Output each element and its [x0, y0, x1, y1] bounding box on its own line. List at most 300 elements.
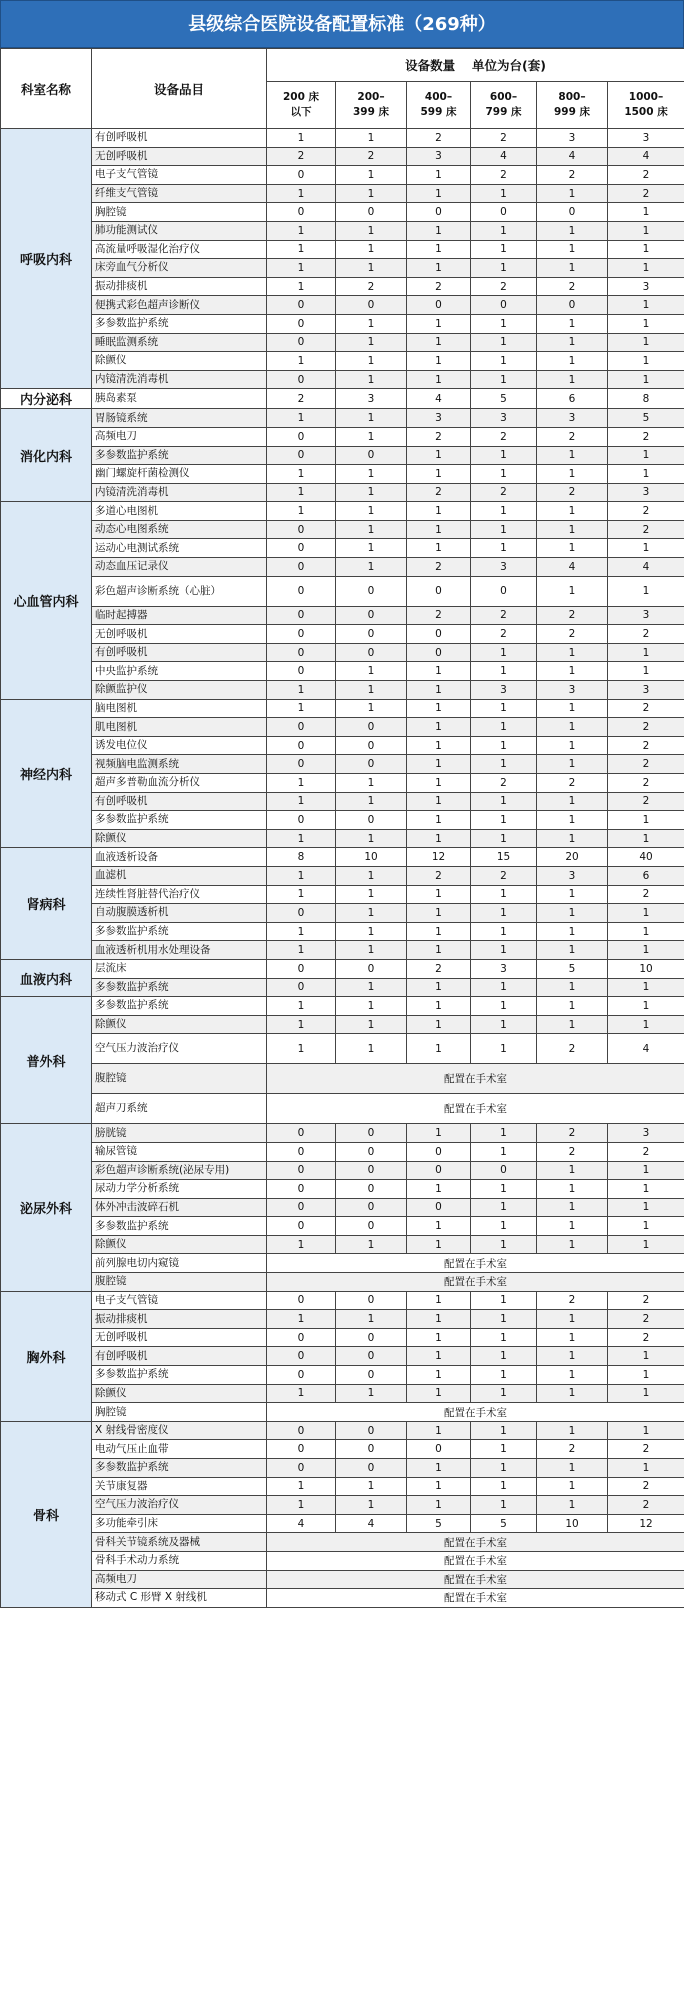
quantity-cell: 8 — [267, 848, 336, 867]
quantity-cell: 1 — [471, 259, 537, 278]
equipment-name: 脑电图机 — [92, 699, 267, 718]
quantity-cell: 1 — [608, 1161, 684, 1180]
quantity-cell: 0 — [336, 446, 407, 465]
table-row — [1, 941, 684, 960]
quantity-cell: 1 — [267, 922, 336, 941]
quantity-cell: 40 — [608, 848, 684, 867]
table-row — [1, 681, 684, 700]
quantity-cell: 0 — [336, 606, 407, 625]
equipment-name: 多参数监护系统 — [92, 446, 267, 465]
quantity-cell: 1 — [336, 922, 407, 941]
quantity-cell: 1 — [608, 259, 684, 278]
quantity-cell: 1 — [407, 539, 471, 558]
quantity-cell: 0 — [267, 203, 336, 222]
quantity-cell: 3 — [608, 606, 684, 625]
quantity-cell: 1 — [407, 681, 471, 700]
quantity-cell: 1 — [407, 166, 471, 185]
quantity-cell: 2 — [608, 774, 684, 793]
quantity-cell: 0 — [267, 1198, 336, 1217]
equipment-name: 多参数监护系统 — [92, 1366, 267, 1385]
quantity-cell: 1 — [537, 811, 608, 830]
equipment-name: 内镜清洗消毒机 — [92, 483, 267, 502]
quantity-cell: 20 — [537, 848, 608, 867]
quantity-cell: 0 — [267, 718, 336, 737]
table-row — [1, 1347, 684, 1366]
quantity-cell: 1 — [537, 370, 608, 389]
quantity-cell: 0 — [336, 643, 407, 662]
quantity-cell: 1 — [471, 978, 537, 997]
quantity-cell: 1 — [471, 1459, 537, 1478]
equipment-name: 骨科关节镜系统及器械 — [92, 1533, 267, 1552]
table-row — [1, 259, 684, 278]
quantity-cell: 1 — [471, 643, 537, 662]
quantity-cell: 2 — [471, 483, 537, 502]
quantity-cell: 1 — [471, 1291, 537, 1310]
table-row — [1, 866, 684, 885]
table-row — [1, 221, 684, 240]
quantity-cell: 0 — [407, 576, 471, 606]
department-name: 心血管内科 — [1, 502, 92, 699]
equipment-name: 电子支气管镜 — [92, 166, 267, 185]
quantity-cell: 1 — [267, 997, 336, 1016]
quantity-cell: 1 — [407, 792, 471, 811]
quantity-cell: 4 — [336, 1514, 407, 1533]
quantity-cell: 1 — [471, 1366, 537, 1385]
quantity-cell: 1 — [608, 352, 684, 371]
quantity-cell: 2 — [471, 625, 537, 644]
equipment-name: 输尿管镜 — [92, 1142, 267, 1161]
table-row — [1, 1366, 684, 1385]
quantity-cell: 10 — [608, 959, 684, 978]
quantity-cell: 6 — [537, 389, 608, 409]
quantity-cell: 1 — [537, 446, 608, 465]
quantity-cell: 1 — [471, 1496, 537, 1515]
equipment-name: 层流床 — [92, 959, 267, 978]
quantity-cell: 1 — [537, 1015, 608, 1034]
quantity-cell: 1 — [407, 446, 471, 465]
location-note: 配置在手术室 — [267, 1533, 684, 1552]
header-size-5 — [608, 82, 684, 129]
table-row — [1, 848, 684, 867]
quantity-cell: 1 — [336, 129, 407, 148]
table-row — [1, 1421, 684, 1440]
table-row — [1, 370, 684, 389]
quantity-cell: 1 — [471, 1421, 537, 1440]
table-row — [1, 1496, 684, 1515]
quantity-cell: 1 — [537, 333, 608, 352]
quantity-cell: 1 — [608, 370, 684, 389]
table-row — [1, 129, 684, 148]
quantity-cell: 1 — [336, 1034, 407, 1064]
quantity-cell: 0 — [267, 959, 336, 978]
equipment-name: 床旁血气分析仪 — [92, 259, 267, 278]
quantity-cell: 0 — [336, 1421, 407, 1440]
table-row — [1, 904, 684, 923]
quantity-cell: 1 — [608, 333, 684, 352]
quantity-cell: 5 — [608, 409, 684, 428]
quantity-cell: 2 — [608, 885, 684, 904]
quantity-cell: 2 — [537, 483, 608, 502]
quantity-cell: 1 — [537, 576, 608, 606]
quantity-cell: 0 — [537, 296, 608, 315]
quantity-cell: 0 — [267, 662, 336, 681]
quantity-cell: 0 — [336, 203, 407, 222]
quantity-cell: 1 — [471, 718, 537, 737]
quantity-cell: 2 — [608, 1496, 684, 1515]
header-size-line: 200– — [357, 91, 385, 103]
quantity-cell: 1 — [336, 978, 407, 997]
quantity-cell: 0 — [267, 904, 336, 923]
quantity-cell: 2 — [537, 1440, 608, 1459]
header-size-0 — [267, 82, 336, 129]
quantity-cell: 1 — [471, 465, 537, 484]
quantity-cell: 1 — [407, 978, 471, 997]
quantity-cell: 0 — [336, 1198, 407, 1217]
quantity-cell: 1 — [537, 1459, 608, 1478]
equipment-name: 多参数监护系统 — [92, 811, 267, 830]
equipment-name: 内镜清洗消毒机 — [92, 370, 267, 389]
quantity-cell: 1 — [608, 922, 684, 941]
quantity-cell: 1 — [336, 1015, 407, 1034]
table-row — [1, 1217, 684, 1236]
quantity-cell: 1 — [608, 240, 684, 259]
quantity-cell: 1 — [267, 885, 336, 904]
table-row — [1, 792, 684, 811]
quantity-cell: 1 — [407, 1384, 471, 1403]
quantity-cell: 1 — [471, 829, 537, 848]
table-row — [1, 483, 684, 502]
quantity-cell: 0 — [336, 1459, 407, 1478]
quantity-cell: 2 — [608, 792, 684, 811]
quantity-cell: 1 — [267, 1015, 336, 1034]
quantity-cell: 1 — [537, 1477, 608, 1496]
equipment-name: 血液透析设备 — [92, 848, 267, 867]
quantity-cell: 1 — [267, 240, 336, 259]
quantity-cell: 0 — [471, 203, 537, 222]
table-row — [1, 539, 684, 558]
table-row — [1, 465, 684, 484]
quantity-cell: 1 — [608, 941, 684, 960]
quantity-cell: 1 — [537, 1180, 608, 1199]
quantity-cell: 1 — [537, 997, 608, 1016]
quantity-cell: 1 — [471, 520, 537, 539]
quantity-cell: 1 — [537, 829, 608, 848]
equipment-name: 胸腔镜 — [92, 203, 267, 222]
table-row — [1, 446, 684, 465]
table-row — [1, 409, 684, 428]
quantity-cell: 2 — [267, 147, 336, 166]
quantity-cell: 1 — [537, 885, 608, 904]
quantity-cell: 0 — [267, 1291, 336, 1310]
quantity-cell: 1 — [471, 221, 537, 240]
quantity-cell: 1 — [471, 1235, 537, 1254]
equipment-name: 体外冲击波碎石机 — [92, 1198, 267, 1217]
quantity-cell: 1 — [608, 314, 684, 333]
equipment-name: 电子支气管镜 — [92, 1291, 267, 1310]
quantity-cell: 1 — [336, 1235, 407, 1254]
quantity-cell: 0 — [267, 520, 336, 539]
table-row — [1, 1328, 684, 1347]
quantity-cell: 1 — [407, 997, 471, 1016]
quantity-cell: 0 — [267, 1328, 336, 1347]
header-size-line: 999 床 — [553, 106, 591, 118]
quantity-cell: 1 — [471, 811, 537, 830]
quantity-cell: 2 — [608, 1477, 684, 1496]
equipment-table — [0, 48, 684, 1608]
quantity-cell: 1 — [336, 221, 407, 240]
equipment-name: 尿动力学分析系统 — [92, 1180, 267, 1199]
quantity-cell: 5 — [407, 1514, 471, 1533]
table-row — [1, 1589, 684, 1608]
quantity-cell: 1 — [336, 539, 407, 558]
table-row — [1, 352, 684, 371]
quantity-cell: 5 — [471, 389, 537, 409]
equipment-name: 多道心电图机 — [92, 502, 267, 521]
table-row — [1, 203, 684, 222]
quantity-cell: 1 — [537, 643, 608, 662]
quantity-cell: 1 — [608, 829, 684, 848]
table-row — [1, 277, 684, 296]
quantity-cell: 1 — [407, 1496, 471, 1515]
quantity-cell: 1 — [267, 409, 336, 428]
header-equipment: 设备品目 — [92, 49, 267, 129]
equipment-name: 超声刀系统 — [92, 1094, 267, 1124]
quantity-cell: 2 — [537, 1034, 608, 1064]
quantity-cell: 2 — [267, 389, 336, 409]
location-note: 配置在手术室 — [267, 1551, 684, 1570]
quantity-cell: 2 — [471, 606, 537, 625]
quantity-cell: 3 — [608, 129, 684, 148]
quantity-cell: 0 — [267, 1459, 336, 1478]
equipment-name: 除颤仪 — [92, 1015, 267, 1034]
quantity-cell: 1 — [608, 1347, 684, 1366]
quantity-cell: 1 — [537, 1328, 608, 1347]
table-row — [1, 959, 684, 978]
quantity-cell: 1 — [471, 184, 537, 203]
quantity-cell: 1 — [336, 792, 407, 811]
table-row — [1, 811, 684, 830]
quantity-cell: 1 — [336, 941, 407, 960]
quantity-cell: 2 — [537, 774, 608, 793]
equipment-name: 除颤监护仪 — [92, 681, 267, 700]
equipment-name: 有创呼吸机 — [92, 792, 267, 811]
table-row — [1, 1142, 684, 1161]
table-row — [1, 502, 684, 521]
equipment-name: 纤维支气管镜 — [92, 184, 267, 203]
quantity-cell: 3 — [608, 681, 684, 700]
quantity-cell: 1 — [537, 1310, 608, 1329]
quantity-cell: 1 — [336, 662, 407, 681]
quantity-cell: 1 — [407, 352, 471, 371]
quantity-cell: 1 — [267, 129, 336, 148]
quantity-cell: 1 — [336, 333, 407, 352]
equipment-name: 有创呼吸机 — [92, 1347, 267, 1366]
quantity-cell: 1 — [267, 1496, 336, 1515]
quantity-cell: 0 — [407, 1440, 471, 1459]
department-name: 肾病科 — [1, 848, 92, 960]
quantity-cell: 0 — [407, 1161, 471, 1180]
table-row — [1, 606, 684, 625]
quantity-cell: 2 — [537, 427, 608, 446]
quantity-cell: 2 — [537, 1291, 608, 1310]
equipment-name: 除颤仪 — [92, 1235, 267, 1254]
quantity-cell: 2 — [608, 625, 684, 644]
quantity-cell: 0 — [336, 959, 407, 978]
quantity-cell: 1 — [407, 221, 471, 240]
quantity-cell: 1 — [267, 184, 336, 203]
quantity-cell: 1 — [407, 1459, 471, 1478]
quantity-cell: 1 — [267, 277, 336, 296]
header-size-line: 1500 床 — [624, 106, 668, 118]
table-row — [1, 520, 684, 539]
quantity-cell: 1 — [336, 483, 407, 502]
quantity-cell: 1 — [336, 502, 407, 521]
equipment-name: 有创呼吸机 — [92, 129, 267, 148]
quantity-cell: 1 — [471, 446, 537, 465]
quantity-cell: 0 — [267, 643, 336, 662]
quantity-cell: 1 — [267, 502, 336, 521]
quantity-cell: 1 — [471, 370, 537, 389]
quantity-cell: 0 — [336, 736, 407, 755]
table-row — [1, 389, 684, 409]
table-row — [1, 1459, 684, 1478]
table-row — [1, 1310, 684, 1329]
equipment-name: 移动式 C 形臂 X 射线机 — [92, 1589, 267, 1608]
quantity-cell: 1 — [537, 221, 608, 240]
quantity-cell: 1 — [608, 1384, 684, 1403]
quantity-cell: 1 — [608, 643, 684, 662]
equipment-name: X 射线骨密度仪 — [92, 1421, 267, 1440]
equipment-name: 自动腹膜透析机 — [92, 904, 267, 923]
quantity-cell: 1 — [336, 1310, 407, 1329]
table-row — [1, 736, 684, 755]
quantity-cell: 2 — [608, 502, 684, 521]
quantity-cell: 1 — [608, 997, 684, 1016]
equipment-name: 高频电刀 — [92, 427, 267, 446]
quantity-cell: 0 — [267, 755, 336, 774]
equipment-name: 动态心电图系统 — [92, 520, 267, 539]
department-name: 泌尿外科 — [1, 1124, 92, 1291]
table-row — [1, 699, 684, 718]
quantity-cell: 0 — [336, 1347, 407, 1366]
quantity-cell: 0 — [336, 1124, 407, 1143]
table-row — [1, 755, 684, 774]
quantity-cell: 1 — [407, 829, 471, 848]
quantity-cell: 0 — [267, 370, 336, 389]
quantity-cell: 1 — [537, 1235, 608, 1254]
table-row — [1, 427, 684, 446]
quantity-cell: 1 — [407, 1366, 471, 1385]
quantity-cell: 3 — [537, 409, 608, 428]
quantity-cell: 1 — [537, 352, 608, 371]
quantity-cell: 1 — [407, 1310, 471, 1329]
quantity-cell: 1 — [407, 1124, 471, 1143]
quantity-cell: 1 — [407, 1291, 471, 1310]
quantity-cell: 0 — [267, 811, 336, 830]
quantity-cell: 1 — [267, 866, 336, 885]
equipment-name: 肌电图机 — [92, 718, 267, 737]
quantity-cell: 1 — [407, 502, 471, 521]
quantity-cell: 1 — [336, 1477, 407, 1496]
quantity-cell: 3 — [471, 409, 537, 428]
quantity-cell: 1 — [537, 792, 608, 811]
quantity-cell: 0 — [407, 296, 471, 315]
quantity-cell: 2 — [537, 1142, 608, 1161]
quantity-cell: 1 — [608, 465, 684, 484]
header-size-line: 200 床 — [282, 91, 320, 103]
quantity-cell: 5 — [471, 1514, 537, 1533]
equipment-name: 连续性肾脏替代治疗仪 — [92, 885, 267, 904]
quantity-cell: 3 — [471, 558, 537, 577]
quantity-cell: 2 — [471, 866, 537, 885]
table-row — [1, 1161, 684, 1180]
table-row — [1, 1034, 684, 1064]
quantity-cell: 1 — [608, 1459, 684, 1478]
table-row — [1, 1291, 684, 1310]
quantity-cell: 1 — [267, 1310, 336, 1329]
quantity-cell: 1 — [407, 922, 471, 941]
location-note: 配置在手术室 — [267, 1094, 684, 1124]
quantity-cell: 2 — [471, 166, 537, 185]
quantity-cell: 1 — [471, 1384, 537, 1403]
header-size-line: 399 床 — [352, 106, 390, 118]
equipment-name: 中央监护系统 — [92, 662, 267, 681]
equipment-name: 骨科手术动力系统 — [92, 1551, 267, 1570]
equipment-name: 高频电刀 — [92, 1570, 267, 1589]
equipment-name: 多参数监护系统 — [92, 314, 267, 333]
table-row — [1, 1440, 684, 1459]
equipment-name: 便携式彩色超声诊断仪 — [92, 296, 267, 315]
quantity-cell: 1 — [471, 1217, 537, 1236]
quantity-cell: 3 — [608, 1124, 684, 1143]
table-row — [1, 829, 684, 848]
quantity-cell: 4 — [267, 1514, 336, 1533]
equipment-name: 腹腔镜 — [92, 1273, 267, 1292]
quantity-cell: 1 — [471, 1034, 537, 1064]
quantity-cell: 1 — [336, 520, 407, 539]
equipment-name: 除颤仪 — [92, 829, 267, 848]
quantity-cell: 2 — [608, 520, 684, 539]
quantity-cell: 1 — [336, 259, 407, 278]
quantity-cell: 1 — [267, 483, 336, 502]
equipment-name: 血液透析机用水处理设备 — [92, 941, 267, 960]
quantity-cell: 1 — [407, 333, 471, 352]
quantity-cell: 0 — [267, 736, 336, 755]
quantity-cell: 1 — [407, 885, 471, 904]
quantity-cell: 1 — [407, 1347, 471, 1366]
equipment-name: 彩色超声诊断系统(泌尿专用) — [92, 1161, 267, 1180]
quantity-cell: 1 — [471, 1142, 537, 1161]
quantity-cell: 2 — [537, 277, 608, 296]
quantity-cell: 1 — [336, 1384, 407, 1403]
quantity-cell: 3 — [407, 147, 471, 166]
table-row — [1, 774, 684, 793]
quantity-cell: 0 — [407, 625, 471, 644]
quantity-cell: 1 — [537, 1347, 608, 1366]
quantity-cell: 1 — [336, 1496, 407, 1515]
quantity-cell: 1 — [336, 166, 407, 185]
quantity-cell: 10 — [336, 848, 407, 867]
header-size-1 — [336, 82, 407, 129]
quantity-cell: 3 — [537, 681, 608, 700]
equipment-name: 多参数监护系统 — [92, 997, 267, 1016]
quantity-cell: 2 — [407, 483, 471, 502]
table-row — [1, 147, 684, 166]
quantity-cell: 0 — [336, 1440, 407, 1459]
quantity-cell: 0 — [267, 314, 336, 333]
quantity-cell: 2 — [471, 129, 537, 148]
quantity-cell: 0 — [267, 558, 336, 577]
